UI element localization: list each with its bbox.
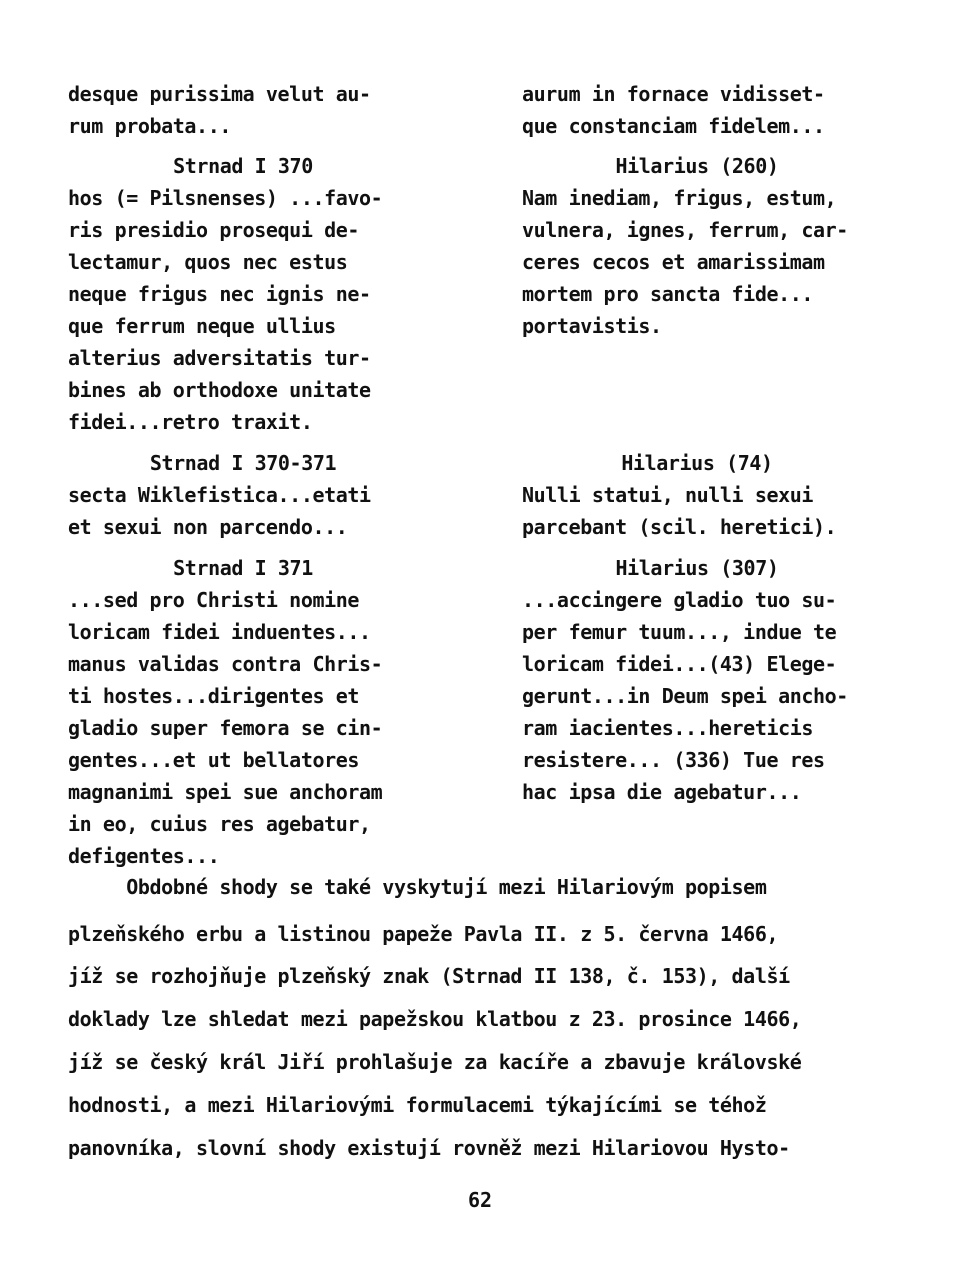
- text-line: magnanimi spei sue anchoram: [68, 780, 383, 804]
- text-line: Nulli statui, nulli sexui: [522, 483, 814, 507]
- text-line: rum probata...: [68, 114, 231, 138]
- paragraph-line: hodnosti, a mezi Hilariovými formulacemi týkajícími se téhož: [68, 1093, 767, 1117]
- text-line: resistere... (336) Tue res: [522, 748, 825, 772]
- text-line: ti hostes...dirigentes et: [68, 684, 360, 708]
- text-line: hos (= Pilsnenses) ...favo-: [68, 186, 383, 210]
- text-line: loricam fidei...(43) Elege-: [522, 652, 837, 676]
- text-line: in eo, cuius res agebatur,: [68, 812, 371, 836]
- citation-heading: Strnad I 370-371: [149, 451, 337, 475]
- text-line: que ferrum neque ullius: [68, 314, 336, 338]
- text-line: portavistis.: [522, 314, 662, 338]
- text-line: gerunt...in Deum spei ancho-: [522, 684, 848, 708]
- text-line: ceres cecos et amarissimam: [522, 250, 825, 274]
- text-line: parcebant (scil. heretici).: [522, 515, 837, 539]
- text-line: que constanciam fidelem...: [522, 114, 825, 138]
- text-line: per femur tuum..., indue te: [522, 620, 837, 644]
- text-line: gladio super femora se cin-: [68, 716, 383, 740]
- text-line: defigentes...: [68, 844, 220, 868]
- citation-heading: Strnad I 371: [173, 556, 313, 580]
- paragraph-line: jíž se rozhojňuje plzeňský znak (Strnad II 138, č. 153), další: [68, 964, 790, 988]
- citation-heading: Hilarius (74): [621, 451, 773, 475]
- text-line: ram iacientes...hereticis: [522, 716, 814, 740]
- text-line: mortem pro sancta fide...: [522, 282, 814, 306]
- text-line: ris presidio prosequi de-: [68, 218, 360, 242]
- text-line: manus validas contra Chris-: [68, 652, 383, 676]
- text-line: alterius adversitatis tur-: [68, 346, 371, 370]
- text-line: vulnera, ignes, ferrum, car-: [522, 218, 848, 242]
- paragraph-line: jíž se český král Jiří prohlašuje za kacíře a zbavuje královské: [68, 1050, 802, 1074]
- text-line: neque frigus nec ignis ne-: [68, 282, 371, 306]
- text-line: Nam inediam, frigus, estum,: [522, 186, 837, 210]
- text-line: gentes...et ut bellatores: [68, 748, 360, 772]
- text-line: secta Wiklefistica...etati: [68, 483, 371, 507]
- paragraph-line: Obdobné shody se také vyskytují mezi Hilariovým popisem: [68, 875, 767, 899]
- text-line: aurum in fornace vidisset-: [522, 82, 825, 106]
- text-line: et sexui non parcendo...: [68, 515, 348, 539]
- citation-heading: Hilarius (307): [615, 556, 779, 580]
- paragraph-line: panovníka, slovní shody existují rovněž mezi Hilariovou Hysto-: [68, 1136, 790, 1160]
- text-line: hac ipsa die agebatur...: [522, 780, 802, 804]
- paragraph-line: plzeňského erbu a listinou papeže Pavla II. z 5. června 1466,: [68, 922, 779, 946]
- paragraph-line: doklady lze shledat mezi papežskou klatbou z 23. prosince 1466,: [68, 1007, 802, 1031]
- text-line: fidei...retro traxit.: [68, 410, 313, 434]
- text-line: ...sed pro Christi nomine: [68, 588, 360, 612]
- text-line: desque purissima velut au-: [68, 82, 371, 106]
- text-line: bines ab orthodoxe unitate: [68, 378, 371, 402]
- page-number: 62: [467, 1188, 493, 1212]
- text-line: ...accingere gladio tuo su-: [522, 588, 837, 612]
- citation-heading: Strnad I 370: [173, 154, 313, 178]
- text-line: loricam fidei induentes...: [68, 620, 371, 644]
- text-line: lectamur, quos nec estus: [68, 250, 348, 274]
- citation-heading: Hilarius (260): [615, 154, 779, 178]
